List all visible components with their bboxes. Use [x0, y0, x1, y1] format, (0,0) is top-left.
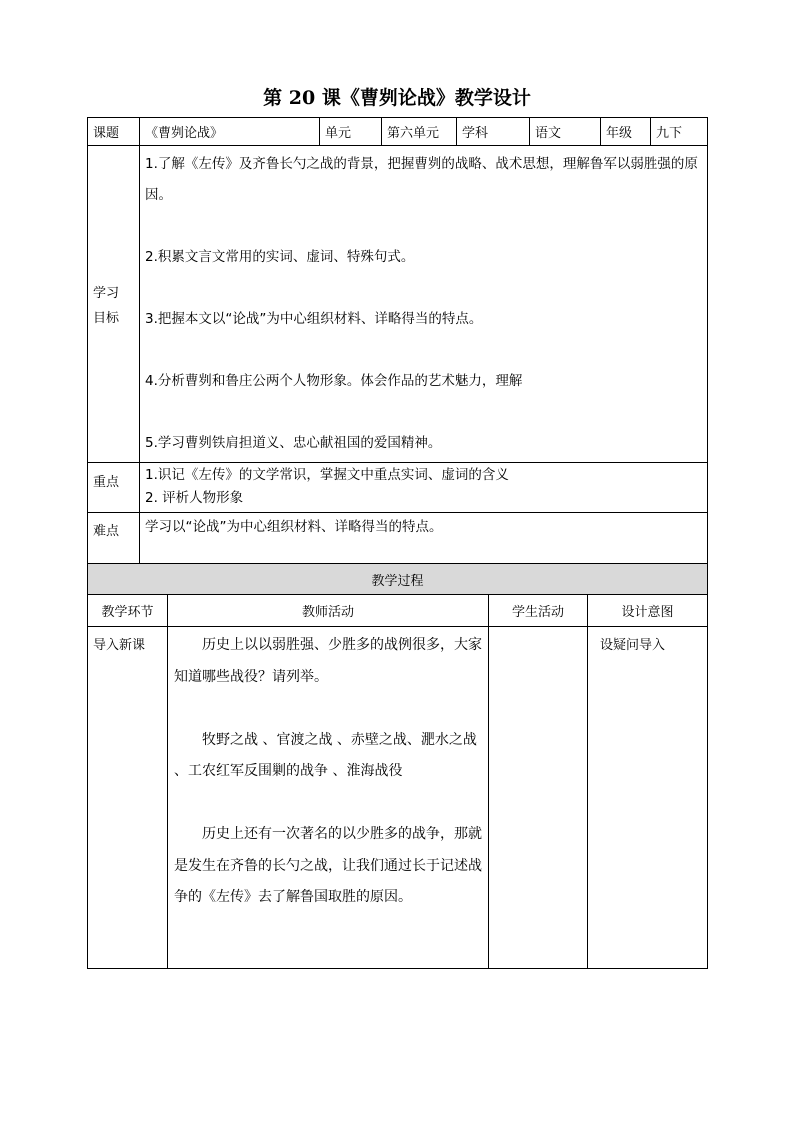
student-activity-cell [489, 627, 588, 969]
unit-label: 单元 [320, 118, 382, 146]
goal-item: 4.分析曹刿和鲁庄公两个人物形象。体会作品的艺术魅力，理解 [145, 373, 523, 389]
stage-cell: 导入新课 [88, 627, 168, 969]
info-row [88, 118, 708, 146]
difficulty-content: 学习以“论战”为中心组织材料、详略得当的特点。 [140, 513, 708, 564]
col-header-teacher: 教师活动 [168, 595, 489, 627]
goal-item: 1.了解《左传》及齐鲁长勺之战的背景，把握曹刿的战略、战术思想，理解鲁军以弱胜强的原因。 [145, 156, 698, 203]
lesson-info-table [87, 117, 708, 564]
difficulty-row [88, 513, 708, 564]
design-intent-cell: 设疑问导入 [588, 627, 708, 969]
key-points-label: 重点 [88, 463, 140, 513]
process-section-title: 教学过程 [88, 564, 708, 595]
subject-label: 学科 [457, 118, 530, 146]
key-point-item: 1.识记《左传》的文学常识，掌握文中重点实词、虚词的含义 [145, 467, 509, 483]
unit-value: 第六单元 [382, 118, 457, 146]
grade-value: 九下 [651, 118, 708, 146]
teacher-activity-cell [168, 627, 489, 969]
goal-item: 5.学习曹刿铁肩担道义、忠心献祖国的爱国精神。 [145, 435, 442, 451]
goals-label [88, 146, 140, 463]
topic-value: 《曹刿论战》 [140, 118, 320, 146]
col-header-student: 学生活动 [489, 595, 588, 627]
goals-label-line2: 目标 [93, 311, 120, 326]
teaching-process-table [87, 563, 708, 969]
key-points-row [88, 463, 708, 513]
teacher-paragraph: 牧野之战 、官渡之战 、赤壁之战、淝水之战 、工农红军反围剿的战争 、淮海战役 [174, 731, 477, 779]
key-point-item: 2. 评析人物形象 [145, 490, 244, 506]
goals-content [140, 146, 708, 463]
goals-row [88, 146, 708, 463]
key-points-content [140, 463, 708, 513]
goal-item: 2.积累文言文常用的实词、虚词、特殊句式。 [145, 249, 415, 265]
goal-item: 3.把握本文以“论战”为中心组织材料、详略得当的特点。 [145, 311, 483, 327]
process-header-row [88, 595, 708, 627]
col-header-intent: 设计意图 [588, 595, 708, 627]
goals-label-line1: 学习 [93, 286, 120, 301]
topic-label: 课题 [88, 118, 140, 146]
table-row [88, 627, 708, 969]
subject-value: 语文 [530, 118, 601, 146]
col-header-stage: 教学环节 [88, 595, 168, 627]
page-title: 第 20 课《曹刿论战》教学设计 [263, 87, 531, 109]
teacher-paragraph: 历史上以以弱胜强、少胜多的战例很多，大家知道哪些战役？请列举。 [174, 637, 482, 685]
difficulty-label: 难点 [88, 513, 140, 564]
grade-label: 年级 [601, 118, 651, 146]
teacher-paragraph: 历史上还有一次著名的以少胜多的战争，那就是发生在齐鲁的长勺之战，让我们通过长于记述战争的《左传》去了解鲁国取胜的原因。 [174, 826, 482, 905]
